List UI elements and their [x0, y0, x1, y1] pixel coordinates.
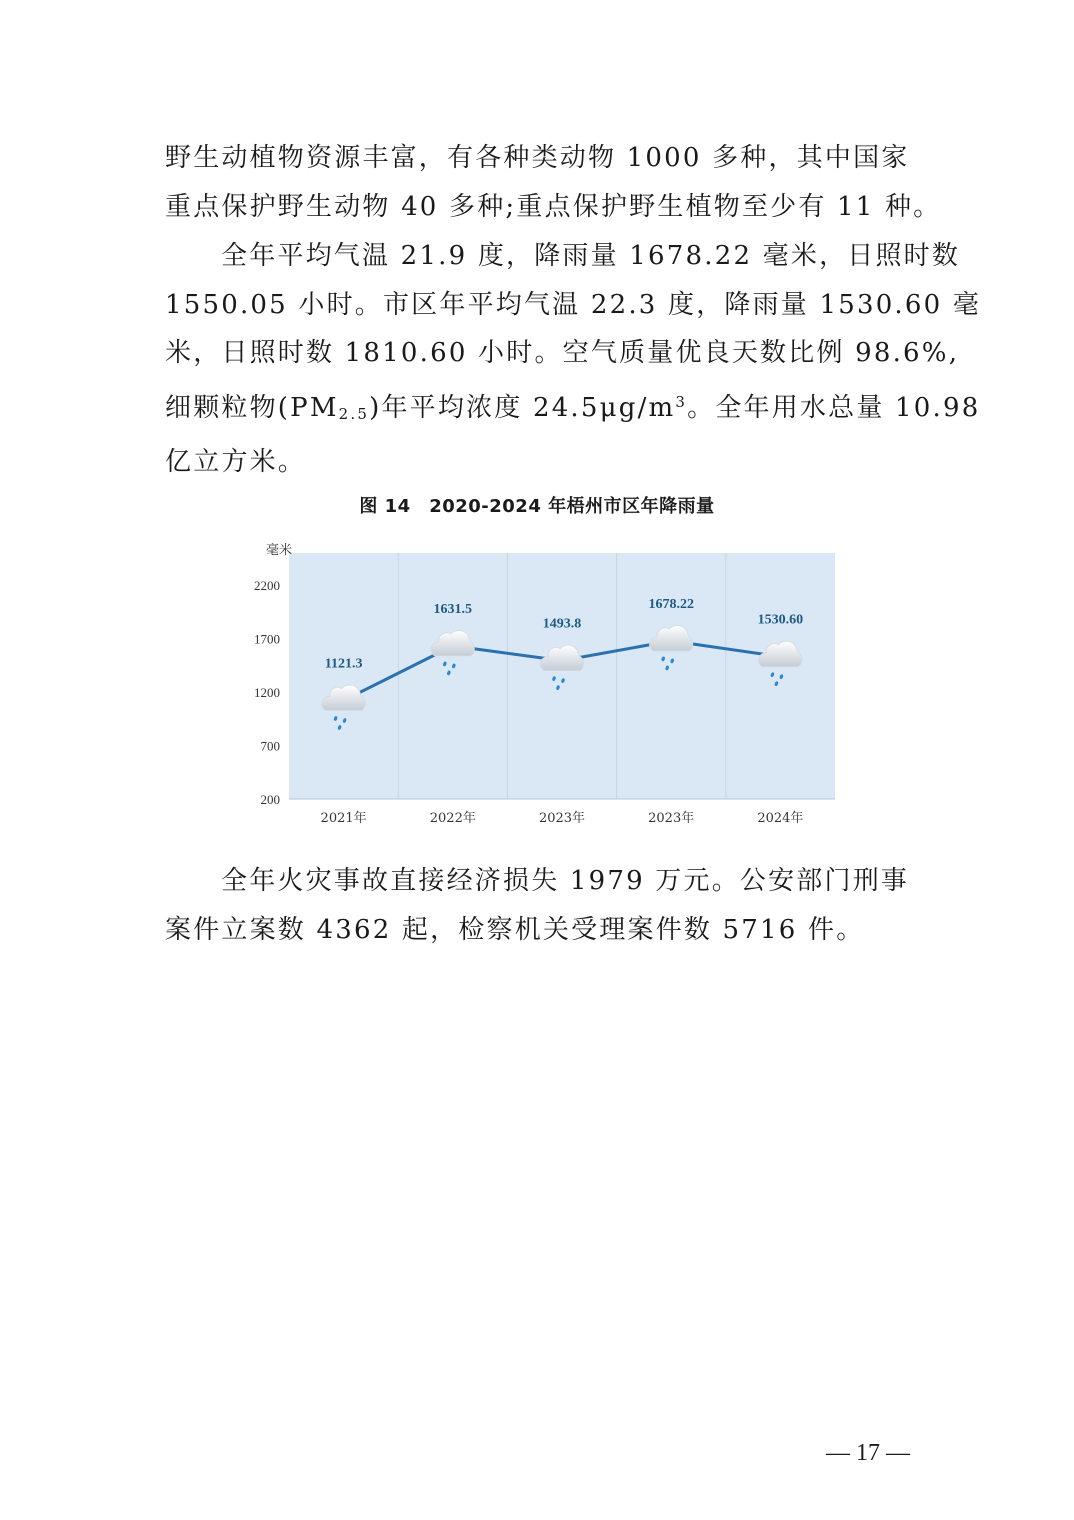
paragraph-line: 野生动植物资源丰富，有各种类动物 1000 多种，其中国家 [165, 143, 910, 173]
paragraph-wildlife [165, 134, 942, 231]
text-run: 。全年用水总量 10.98 [687, 392, 981, 423]
paragraph-public-safety [165, 857, 913, 954]
paragraph-line: 全年平均气温 21.9 度，降雨量 1678.22 毫米，日照时数 [221, 241, 961, 271]
paragraph-line: 米，日照时数 1810.60 小时。空气质量优良天数比例 98.6%, [165, 338, 960, 368]
paragraph-line: 亿立方米。 [165, 447, 307, 477]
superscript: 3 [675, 392, 688, 411]
rainfall-line-chart [240, 535, 850, 835]
paragraph-line: 1550.05 小时。市区年平均气温 22.3 度，降雨量 1530.60 毫 [165, 289, 982, 320]
data-label: 1121.3 [324, 656, 363, 672]
plot-background [289, 553, 835, 799]
paragraph-line: 重点保护野生动物 40 多种;重点保护野生植物至少有 11 种。 [165, 191, 942, 222]
text-run: )年平均浓度 24.5μg/m [369, 392, 676, 423]
y-tick-label: 2200 [254, 578, 280, 594]
y-tick-label: 200 [260, 792, 280, 807]
data-label: 1530.60 [757, 612, 804, 628]
x-tick-label: 2023年 [648, 811, 695, 826]
subscript: 2.5 [338, 404, 370, 423]
data-label: 1493.8 [542, 616, 582, 632]
text-run: 细颗粒物(PM [165, 392, 339, 423]
figure-caption: 图 14 2020-2024 年梧州市区年降雨量 [359, 496, 715, 517]
y-axis-label: 毫米 [266, 543, 293, 558]
paragraph-line [165, 378, 981, 439]
x-tick-label: 2021年 [320, 811, 367, 826]
paragraph-line: 全年火灾事故直接经济损失 1979 万元。公安部门刑事 [221, 866, 910, 896]
y-tick-label: 700 [260, 738, 280, 754]
paragraph-line: 案件立案数 4362 起，检察机关受理案件数 5716 件。 [165, 914, 865, 945]
y-tick-label: 1700 [254, 631, 280, 647]
x-tick-label: 2022年 [429, 811, 476, 826]
data-label: 1631.5 [433, 601, 473, 617]
page-number: — 17 — [826, 1440, 910, 1466]
data-label: 1678.22 [648, 596, 694, 612]
y-tick-label: 1200 [254, 685, 280, 701]
paragraph-climate [165, 232, 982, 487]
x-tick-label: 2023年 [538, 811, 586, 826]
x-tick-label: 2024年 [757, 811, 804, 826]
